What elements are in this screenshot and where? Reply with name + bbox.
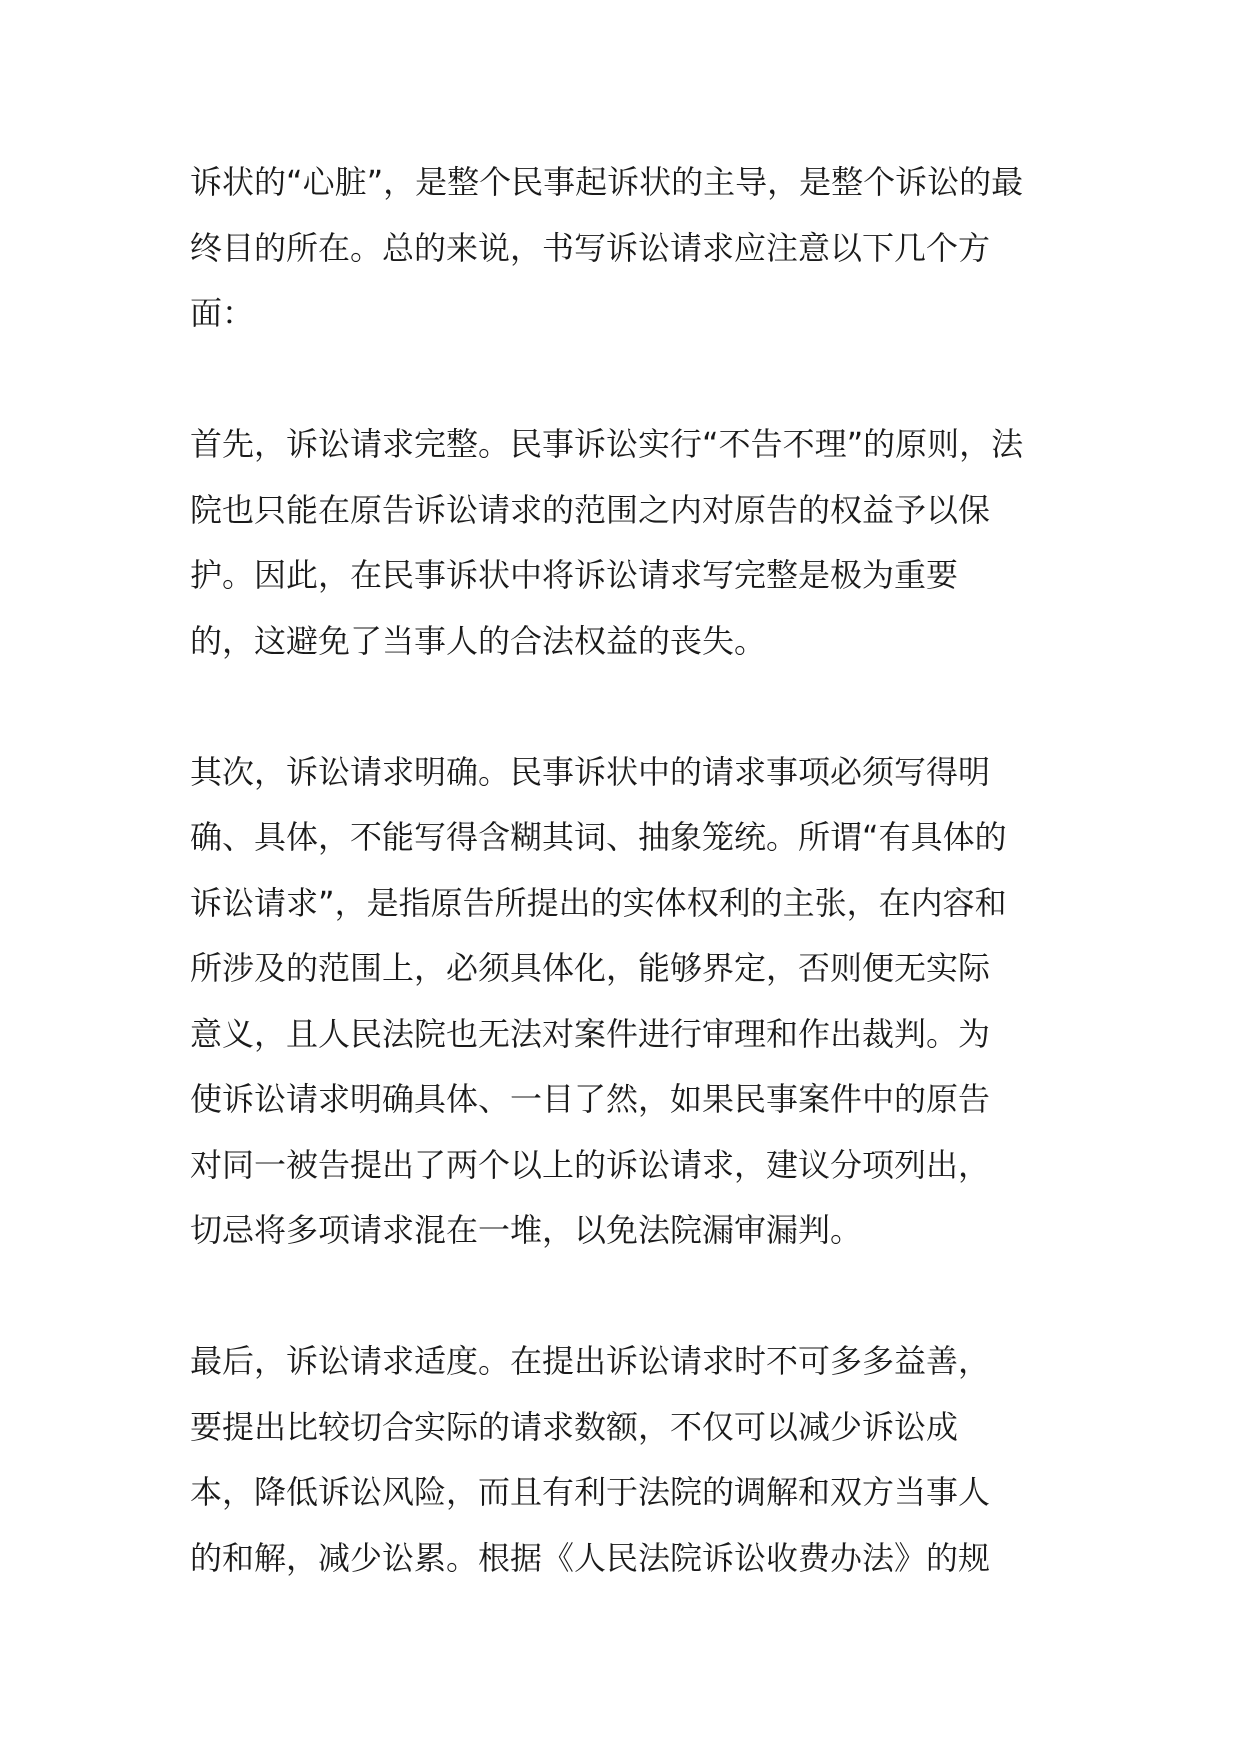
document-body [190, 150, 1070, 1657]
text-line: 的和解，减少讼累。根据《人民法院诉讼收费办法》的规 [190, 1538, 991, 1577]
text-line: 其次，诉讼请求明确。民事诉状中的请求事项必须写得明 [190, 752, 991, 791]
text-line: 诉讼请求”，是指原告所提出的实体权利的主张，在内容和 [190, 883, 1007, 922]
text-line: 首先，诉讼请求完整。民事诉讼实行“不告不理”的原则，法 [190, 425, 1024, 463]
text-line: 最后，诉讼请求适度。在提出诉讼请求时不可多多益善， [190, 1342, 991, 1380]
paragraph-first [190, 412, 1070, 674]
text-line: 的，这避免了当事人的合法权益的丧失。 [190, 621, 767, 660]
text-line: 诉状的“心脏”，是整个民事起诉状的主导，是整个诉讼的最 [190, 163, 1024, 201]
paragraph-second [190, 740, 1070, 1264]
text-line: 院也只能在原告诉讼请求的范围之内对原告的权益予以保 [190, 490, 991, 529]
text-line: 确、具体，不能写得含糊其词、抽象笼统。所谓“有具体的 [190, 818, 1007, 856]
text-line: 要提出比较切合实际的请求数额，不仅可以减少诉讼成 [190, 1407, 959, 1446]
text-line: 面： [190, 294, 255, 332]
text-line: 护。因此，在民事诉状中将诉讼请求写完整是极为重要 [190, 556, 959, 594]
paragraph-last [190, 1329, 1070, 1591]
text-line: 意义，且人民法院也无法对案件进行审理和作出裁判。为 [190, 1014, 991, 1053]
text-line: 本，降低诉讼风险，而且有利于法院的调解和双方当事人 [190, 1473, 991, 1511]
paragraph-intro [190, 150, 1070, 347]
text-line: 使诉讼请求明确具体、一目了然，如果民事案件中的原告 [190, 1080, 991, 1118]
text-line: 对同一被告提出了两个以上的诉讼请求，建议分项列出， [190, 1145, 991, 1184]
text-line: 终目的所在。总的来说，书写诉讼请求应注意以下几个方 [190, 228, 991, 267]
text-line: 切忌将多项请求混在一堆，以免法院漏审漏判。 [190, 1211, 863, 1249]
text-line: 所涉及的范围上，必须具体化，能够界定，否则便无实际 [190, 949, 991, 987]
